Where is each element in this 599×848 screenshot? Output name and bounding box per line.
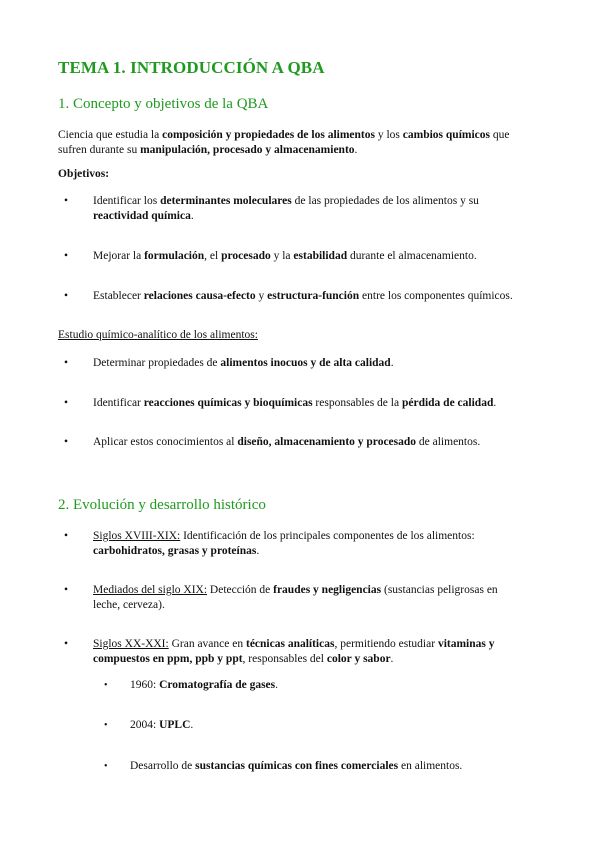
bullet-icon: •: [104, 680, 108, 691]
sub-list-item: • 2004: UPLC.: [104, 719, 194, 731]
page-title: TEMA 1. INTRODUCCIÓN A QBA: [58, 58, 325, 77]
list-item: • Mediados del siglo XIX: Detección de fraudes y negligencias (sustancias peligrosas en leche, cerveza).: [64, 584, 498, 611]
bullet-icon: •: [104, 761, 108, 772]
intro-paragraph: Ciencia que estudia la composición y propiedades de los alimentos y los cambios químicos que sufren durante su manipulación, procesado y almacenamiento.: [58, 129, 510, 156]
list-item: • Identificar los determinantes moleculares de las propiedades de los alimentos y su reactividad química.: [64, 195, 479, 222]
bullet-icon: •: [64, 584, 69, 596]
estudio-label: Estudio químico-analítico de los alimentos:: [58, 329, 258, 341]
bullet-icon: •: [64, 397, 69, 409]
list-item: • Determinar propiedades de alimentos inocuos y de alta calidad.: [64, 357, 394, 369]
section-heading-evolucion: 2. Evolución y desarrollo histórico: [58, 497, 266, 513]
list-item: • Siglos XX-XXI: Gran avance en técnicas analíticas, permitiendo estudiar vitaminas y compuestos en ppm, ppb y ppt, responsables del color y sabor.: [64, 638, 495, 665]
bullet-icon: •: [104, 720, 108, 731]
section-heading-concepto: 1. Concepto y objetivos de la QBA: [58, 96, 269, 112]
list-item: • Aplicar estos conocimientos al diseño, almacenamiento y procesado de alimentos.: [64, 436, 481, 448]
bullet-icon: •: [64, 195, 69, 207]
list-item: • Mejorar la formulación, el procesado y la estabilidad durante el almacenamiento.: [64, 250, 477, 262]
list-item: • Identificar reacciones químicas y bioquímicas responsables de la pérdida de calidad.: [64, 397, 497, 409]
sub-list-item: • 1960: Cromatografía de gases.: [104, 679, 278, 691]
bullet-icon: •: [64, 357, 69, 369]
bullet-icon: •: [64, 250, 69, 262]
objetivos-label: Objetivos:: [58, 168, 110, 180]
bullet-icon: •: [64, 290, 69, 302]
list-item: • Siglos XVIII-XIX: Identificación de los principales componentes de los alimentos: carbohidratos, grasas y proteínas.: [64, 530, 475, 557]
list-item: • Establecer relaciones causa-efecto y estructura-función entre los componentes químicos.: [64, 290, 513, 302]
bullet-icon: •: [64, 638, 69, 650]
bullet-icon: •: [64, 436, 69, 448]
bullet-icon: •: [64, 530, 69, 542]
sub-list-item: • Desarrollo de sustancias químicas con fines comerciales en alimentos.: [104, 760, 463, 772]
